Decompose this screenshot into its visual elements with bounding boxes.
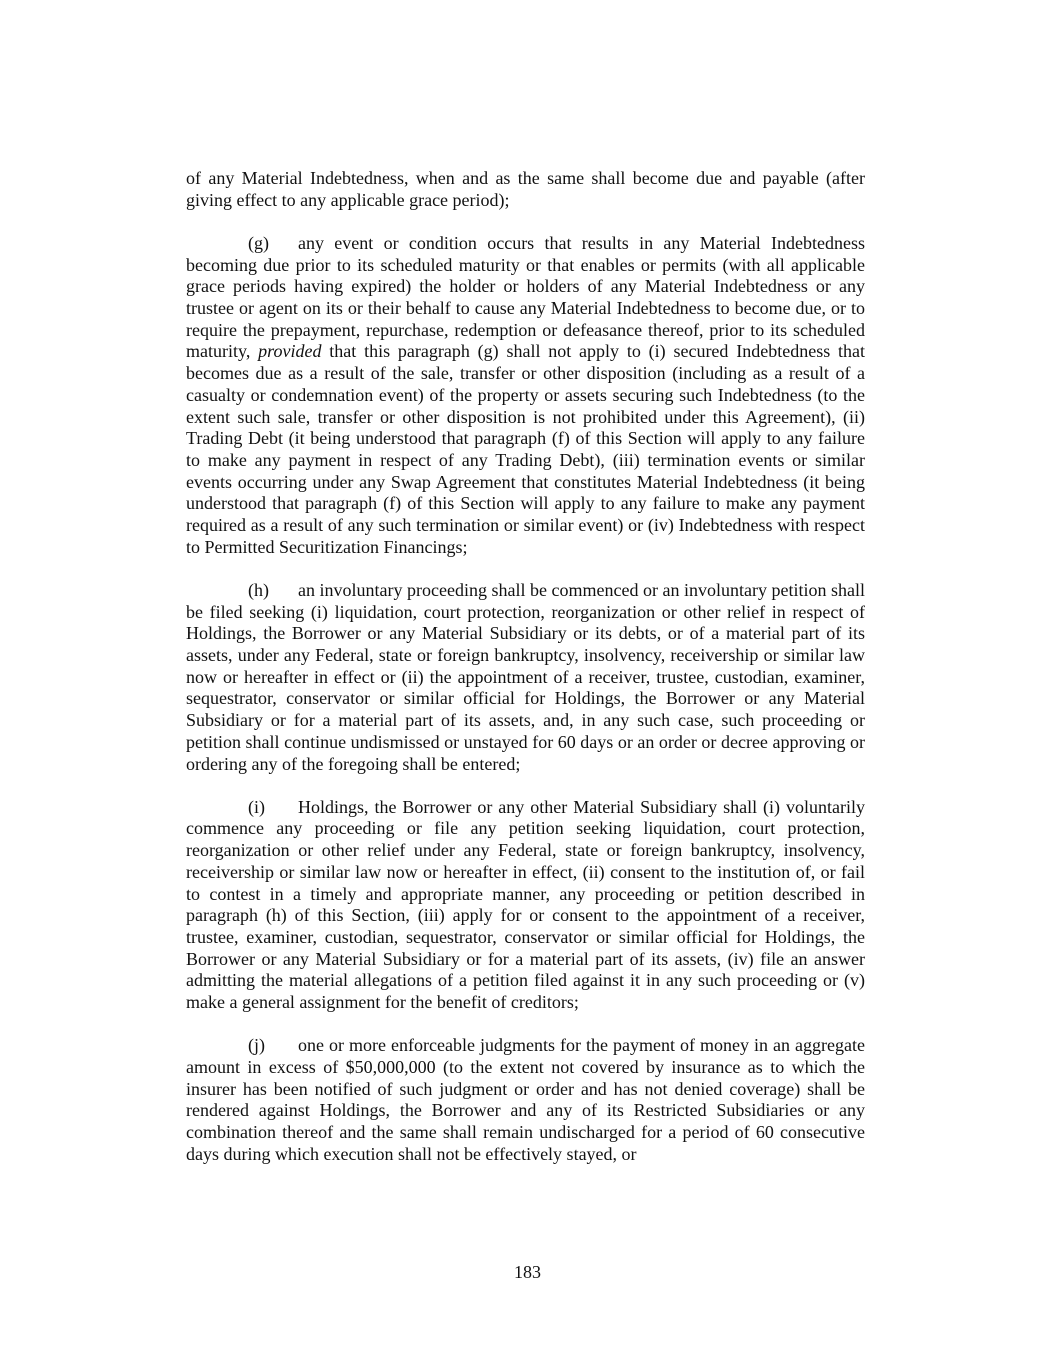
paragraph-text: Holdings, the Borrower or any other Material Subsidiary shall (i) voluntarily commence any proceeding or file any petition seeking liquidation, court protection, reorganization or other relief under any Federal, state or foreign bankruptcy, insolvency, receivership or similar law now or hereafter in effect, (ii) consent to the institution of, or fail to contest in a timely and appropriate manner, any proceeding or petition described in paragraph (h) of this Section, (iii) apply for or consent to the appointment of a receiver, trustee, examiner, custodian, sequestrator, conservator or similar official for Holdings, the Borrower or any Material Subsidiary or for a material part of its assets, (iv) file an answer admitting the material allegations of a petition filed against it in any such proceeding or (v) make a general assignment for the benefit of creditors; (186, 796, 865, 1013)
paragraph-label: (i) (248, 796, 265, 817)
document-body (186, 168, 865, 1187)
paragraph-j (186, 1035, 865, 1165)
paragraph-text: that this paragraph (g) shall not apply to (i) secured Indebtedness that becomes due as a result of the sale, transfer or other disposition (including as a result of a casualty or condemnation event) of the property or assets securing such Indebtedness (to the extent such sale, transfer or other disposition is not prohibited under this Agreement), (ii) Trading Debt (it being understood that paragraph (f) of this Section will apply to any failure to make any payment in respect of any Trading Debt), (iii) termination events or similar events occurring under any Swap Agreement that constitutes Material Indebtedness (it being understood that paragraph (f) of this Section will apply to any failure to make any payment required as a result of any such termination or similar event) or (iv) Indebtedness with respect to Permitted Securitization Financings; (186, 341, 866, 557)
paragraph-text: any event or condition occurs that results in any Material Indebtedness becoming due prior to its scheduled maturity or that enables or permits (with all applicable grace periods having expired) the holder or holders of any Material Indebtedness or any trustee or agent on its or their behalf to cause any Material Indebtedness to become due, or to require the prepayment, repurchase, redemption or defeasance thereof, prior to its scheduled maturity, (186, 232, 865, 362)
intro-paragraph: of any Material Indebtedness, when and as the same shall become due and payable (after giving effect to any applicable grace period); (186, 168, 865, 210)
paragraph-i (186, 797, 865, 1014)
paragraph-g (186, 233, 865, 559)
page-number: 183 (514, 1262, 541, 1282)
emphasis-term: provided (258, 341, 322, 362)
paragraph-label: (h) (248, 579, 269, 600)
paragraph-label: (g) (248, 232, 269, 253)
paragraph-text: one or more enforceable judgments for the payment of money in an aggregate amount in excess of $50,000,000 (to the extent not covered by insurance as to which the insurer has been notified of such judgment or order and has not denied coverage) shall be rendered against Holdings, the Borrower and any of its Restricted Subsidiaries or any combination thereof and the same shall remain undischarged for a period of 60 consecutive days during which execution shall not be effectively stayed, or (186, 1035, 865, 1164)
paragraph-label: (j) (248, 1035, 265, 1056)
paragraph-text: an involuntary proceeding shall be commenced or an involuntary petition shall be filed seeking (i) liquidation, court protection, reorganization or other relief in respect of Holdings, the Borrower or any Material Subsidiary or its debts, or of a material part of its assets, under any Federal, state or foreign bankruptcy, insolvency, receivership or similar law now or hereafter in effect or (ii) the appointment of a receiver, trustee, custodian, examiner, sequestrator, conservator or similar official for Holdings, the Borrower or any Material Subsidiary or for a material part of its assets, and, in any such case, such proceeding or petition shall continue undismissed or unstayed for 60 days or an order or decree approving or ordering any of the foregoing shall be entered; (186, 579, 865, 774)
paragraph-h (186, 580, 865, 775)
